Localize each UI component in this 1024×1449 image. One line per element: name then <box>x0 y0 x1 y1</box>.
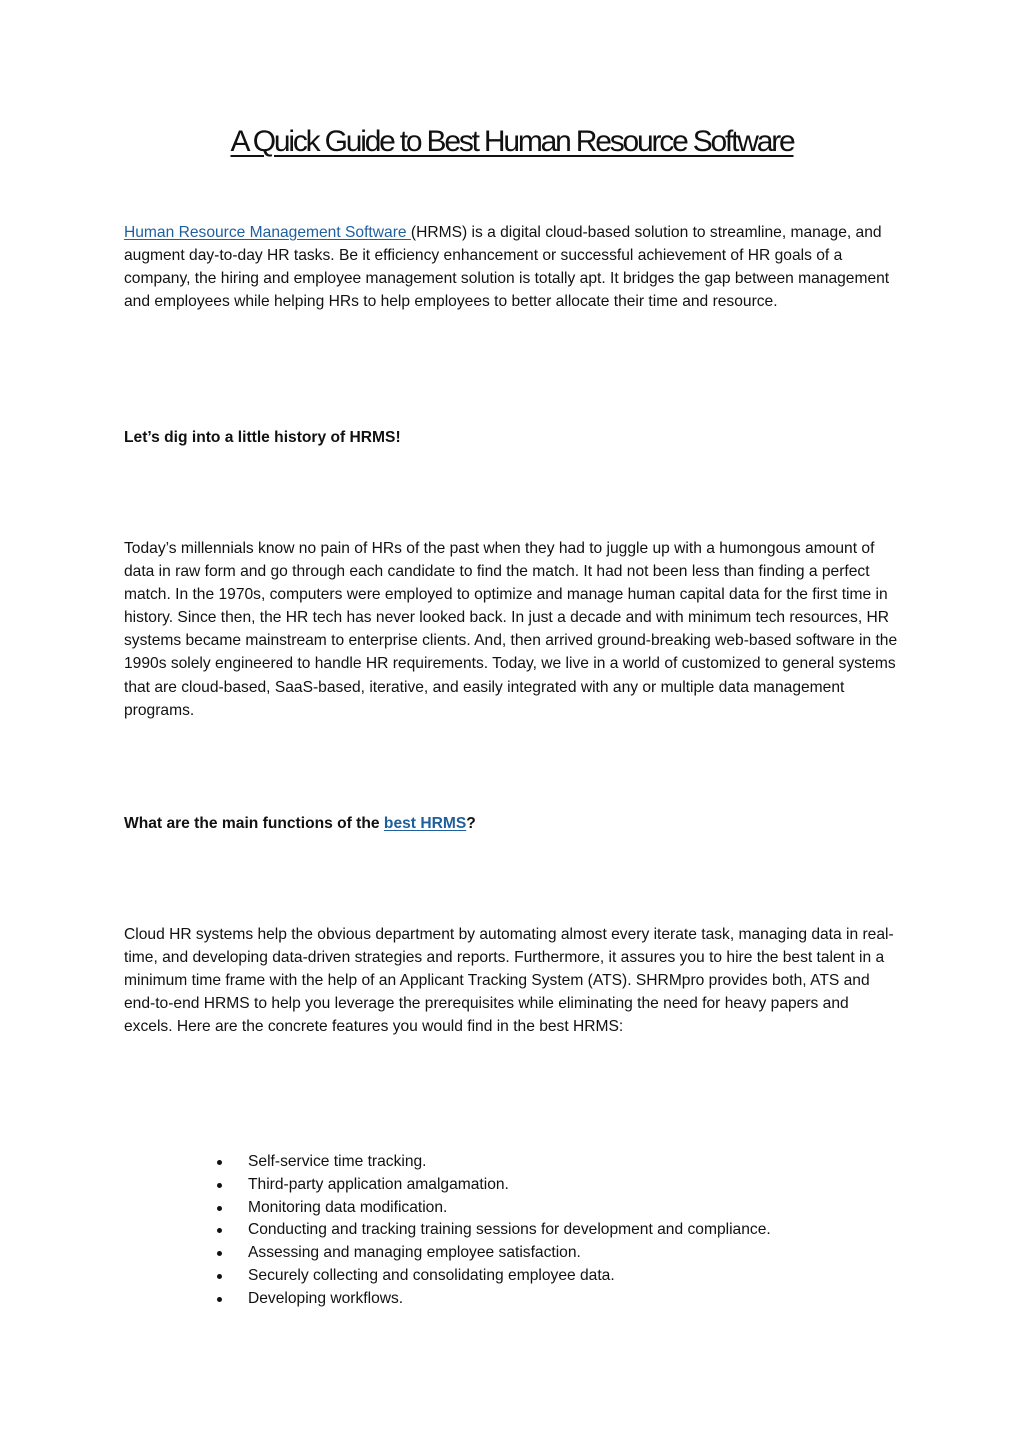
functions-heading-suffix: ? <box>466 815 476 832</box>
list-item <box>248 1151 771 1174</box>
list-item-text: Self-service time tracking. <box>248 1153 427 1170</box>
bullet-icon <box>217 1160 222 1165</box>
bullet-icon <box>217 1251 222 1256</box>
list-item <box>248 1219 771 1242</box>
list-item <box>248 1197 771 1220</box>
page-title-text: A Quick Guide to Best Human Resource Software <box>230 125 794 158</box>
list-item <box>248 1174 771 1197</box>
page-title <box>0 122 1024 162</box>
list-item-text: Developing workflows. <box>248 1289 404 1307</box>
list-item-text: Third-party application amalgamation. <box>248 1175 509 1193</box>
features-list <box>248 1151 771 1311</box>
bullet-icon <box>217 1297 222 1302</box>
hrms-link[interactable]: Human Resource Management Software <box>124 224 411 241</box>
list-item <box>248 1265 771 1288</box>
list-item <box>248 1242 771 1265</box>
intro-paragraph <box>124 221 900 313</box>
list-item-text: Monitoring data modification. <box>248 1198 448 1216</box>
bullet-icon <box>217 1183 222 1188</box>
bullet-icon <box>217 1274 222 1279</box>
best-hrms-link[interactable]: best HRMS <box>383 815 467 832</box>
list-item-text: Securely collecting and consolidating employee data. <box>248 1266 615 1284</box>
history-paragraph: Today’s millennials know no pain of HRs of the past when they had to juggle up with a humongous amount of data in raw form and go through each candidate to find the match. It had not been less than finding a perfect match. In the 1970s, computers were employed to optimize and manage human capital data for the first time in history. Since then, the HR tech has never looked back. In just a decade and with minimum tech resources, HR systems became mainstream to enterprise clients. And, then arrived ground-breaking web-based software in the 1990s solely engineered to handle HR requirements. Today, we live in a world of customized to general systems that are cloud-based, SaaS-based, iterative, and easily integrated with any or multiple data management programs. <box>124 540 898 719</box>
functions-heading <box>124 812 476 835</box>
list-item <box>248 1288 771 1311</box>
functions-paragraph: Cloud HR systems help the obvious department by automating almost every iterate task, managing data in real-time, and developing data-driven strategies and reports. Furthermore, it assures you to hire the best talent in a minimum time frame with the help of an Applicant Tracking System (ATS). SHRMpro provides both, ATS and end-to-end HRMS to help you leverage the prerequisites while eliminating the need for heavy papers and excels. Here are the concrete features you would find in the best HRMS: <box>124 926 894 1036</box>
list-item-text: Assessing and managing employee satisfaction. <box>248 1244 581 1262</box>
bullet-icon <box>217 1206 222 1211</box>
intro-text: (HRMS) is a digital cloud-based solution to streamline, manage, and augment day-to-day HR tasks. Be it efficiency enhancement or successful achievement of HR goals of a company, the hiring and employee management solution is totally apt. It bridges the gap between management and employees while helping HRs to help employees to better allocate their time and resource. <box>124 224 890 311</box>
history-heading: Let’s dig into a little history of HRMS! <box>124 429 401 446</box>
list-item-text: Conducting and tracking training sessions for development and compliance. <box>248 1221 771 1239</box>
bullet-icon <box>217 1228 222 1233</box>
functions-heading-prefix: What are the main functions of the <box>124 815 384 832</box>
